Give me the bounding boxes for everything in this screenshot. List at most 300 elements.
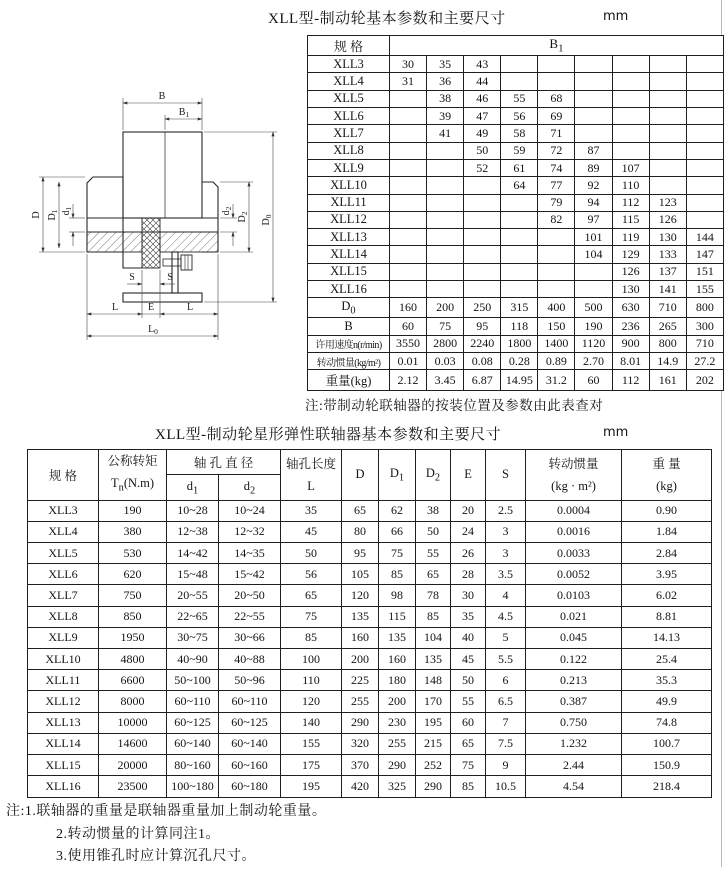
table-cell: 45 bbox=[451, 648, 486, 669]
table-cell: 98 bbox=[379, 585, 416, 606]
table-cell: XLL3 bbox=[308, 56, 390, 73]
table-cell: 69 bbox=[538, 107, 575, 124]
table-cell: 380 bbox=[99, 521, 167, 542]
table-cell: 6.5 bbox=[486, 691, 526, 712]
table-cell: 72 bbox=[538, 142, 575, 159]
table-cell: 115 bbox=[379, 606, 416, 627]
t2-body bbox=[28, 500, 712, 797]
table-cell: 22~65 bbox=[167, 606, 219, 627]
section1-unit: mm bbox=[603, 9, 629, 24]
table-cell: 147 bbox=[686, 246, 723, 263]
table-cell: 45 bbox=[281, 521, 342, 542]
table-cell bbox=[538, 281, 575, 298]
table-cell bbox=[649, 142, 686, 159]
table-cell: 0.213 bbox=[526, 670, 622, 691]
table-row bbox=[28, 500, 712, 521]
table-cell: 38 bbox=[427, 90, 464, 107]
table-cell: 1120 bbox=[575, 335, 612, 352]
table-cell: 530 bbox=[99, 542, 167, 563]
table-cell: 22~55 bbox=[219, 606, 281, 627]
table-cell: 40~90 bbox=[167, 648, 219, 669]
table-cell: 55 bbox=[416, 542, 451, 563]
table-cell bbox=[464, 211, 501, 228]
table-row bbox=[308, 211, 724, 228]
table-cell: 10.5 bbox=[486, 776, 526, 797]
table-cell: 12~32 bbox=[219, 521, 281, 542]
part-outlines bbox=[87, 132, 218, 302]
table-cell: 2.12 bbox=[390, 370, 427, 391]
table-row bbox=[308, 56, 724, 73]
table-cell bbox=[390, 229, 427, 246]
table-cell: 60~110 bbox=[219, 691, 281, 712]
table-cell: 30 bbox=[390, 56, 427, 73]
table-cell: 7 bbox=[486, 712, 526, 733]
table-cell bbox=[501, 211, 538, 228]
table-cell: 215 bbox=[416, 733, 451, 754]
table-cell bbox=[612, 56, 649, 73]
table-cell: 710 bbox=[649, 298, 686, 318]
table-cell: 218.4 bbox=[622, 776, 712, 797]
table-cell: 重量(kg) bbox=[308, 370, 390, 391]
table-cell: 195 bbox=[281, 776, 342, 797]
table-cell: 6600 bbox=[99, 670, 167, 691]
dimension-labels bbox=[31, 91, 273, 336]
t1-header-row bbox=[308, 36, 724, 56]
table-cell: 230 bbox=[379, 712, 416, 733]
table-cell bbox=[501, 263, 538, 280]
dim-label-L0: $L_0$ bbox=[148, 324, 158, 336]
table-cell: 112 bbox=[612, 194, 649, 211]
table-cell: 0.0033 bbox=[526, 542, 622, 563]
table-cell: 27.2 bbox=[686, 353, 723, 370]
t2-S-header: S bbox=[486, 450, 526, 501]
table-cell: 71 bbox=[538, 125, 575, 142]
table-cell: 8.01 bbox=[612, 353, 649, 370]
table-cell: 5 bbox=[486, 627, 526, 648]
t2-D1-header: $D_1$ bbox=[379, 450, 416, 501]
table-cell: 0.89 bbox=[538, 353, 575, 370]
table-cell bbox=[427, 177, 464, 194]
table-cell: 60~160 bbox=[219, 754, 281, 775]
table-cell bbox=[390, 194, 427, 211]
table-cell: 315 bbox=[501, 298, 538, 318]
table-cell: 1800 bbox=[501, 335, 538, 352]
table-cell: 6 bbox=[486, 670, 526, 691]
table-cell bbox=[501, 73, 538, 90]
table-cell: 0.021 bbox=[526, 606, 622, 627]
table-cell: 750 bbox=[99, 585, 167, 606]
table-cell: 3.45 bbox=[427, 370, 464, 391]
table-cell bbox=[501, 246, 538, 263]
table-cell: 144 bbox=[686, 229, 723, 246]
table-cell: 0.387 bbox=[526, 691, 622, 712]
table-cell: 43 bbox=[464, 56, 501, 73]
table-cell: 107 bbox=[612, 159, 649, 176]
table-cell: 52 bbox=[464, 159, 501, 176]
table-row bbox=[28, 585, 712, 606]
table-cell: 39 bbox=[427, 107, 464, 124]
table-cell bbox=[686, 177, 723, 194]
table-cell: 8.81 bbox=[622, 606, 712, 627]
table-cell: XLL12 bbox=[308, 211, 390, 228]
table-cell: 82 bbox=[538, 211, 575, 228]
table-cell: 80~160 bbox=[167, 754, 219, 775]
table-cell: 许用速度n(r/min) bbox=[308, 335, 390, 352]
table-cell: XLL4 bbox=[28, 521, 99, 542]
table-cell: XLL13 bbox=[308, 229, 390, 246]
table-cell: 85 bbox=[451, 776, 486, 797]
table-cell: 133 bbox=[649, 246, 686, 263]
table-cell: 14.95 bbox=[501, 370, 538, 391]
table-cell: 9 bbox=[486, 754, 526, 775]
table-cell bbox=[464, 246, 501, 263]
table-cell: 25.4 bbox=[622, 648, 712, 669]
table-cell: 30~75 bbox=[167, 627, 219, 648]
table-cell: 6.87 bbox=[464, 370, 501, 391]
table-cell: 78 bbox=[416, 585, 451, 606]
table-cell: 40~88 bbox=[219, 648, 281, 669]
table-cell: 120 bbox=[281, 691, 342, 712]
dim-label-B1: $B_1$ bbox=[178, 107, 190, 119]
table-cell: 24 bbox=[451, 521, 486, 542]
note-line-1: 注:1.联轴器的重量是联轴器重量加上制动轮重量。 bbox=[6, 804, 327, 819]
table-cell: 55 bbox=[501, 90, 538, 107]
table-cell: 60~180 bbox=[219, 776, 281, 797]
table-cell: 31.2 bbox=[538, 370, 575, 391]
table-row bbox=[308, 353, 724, 370]
table-cell: 190 bbox=[575, 318, 612, 335]
table-row bbox=[308, 335, 724, 352]
table-cell: 85 bbox=[379, 564, 416, 585]
table-cell: 87 bbox=[575, 142, 612, 159]
table-cell: 80 bbox=[342, 521, 379, 542]
table-cell: XLL15 bbox=[308, 263, 390, 280]
table-cell bbox=[427, 194, 464, 211]
table-cell: 89 bbox=[575, 159, 612, 176]
table-cell: XLL11 bbox=[28, 670, 99, 691]
table-cell: 50 bbox=[416, 521, 451, 542]
table-cell: 850 bbox=[99, 606, 167, 627]
table-cell bbox=[649, 90, 686, 107]
table-cell: 500 bbox=[575, 298, 612, 318]
table-cell: 14.13 bbox=[622, 627, 712, 648]
table-cell: 160 bbox=[390, 298, 427, 318]
table-cell bbox=[390, 125, 427, 142]
table-cell: 150.9 bbox=[622, 754, 712, 775]
table-cell: 135 bbox=[416, 648, 451, 669]
t2-d2-header: $d_2$ bbox=[219, 475, 281, 500]
table-cell: 320 bbox=[342, 733, 379, 754]
table-cell: 3550 bbox=[390, 335, 427, 352]
table-cell bbox=[464, 194, 501, 211]
table-cell: 420 bbox=[342, 776, 379, 797]
table-cell: XLL6 bbox=[28, 564, 99, 585]
section2-title: XLL型-制动轮星形弹性联轴器基本参数和主要尺寸 bbox=[155, 427, 502, 443]
table-cell: 255 bbox=[342, 691, 379, 712]
table-cell: 36 bbox=[427, 73, 464, 90]
table-cell: XLL5 bbox=[308, 90, 390, 107]
table-cell: 5.5 bbox=[486, 648, 526, 669]
table-cell: 140 bbox=[281, 712, 342, 733]
table-cell bbox=[649, 125, 686, 142]
table-cell: 160 bbox=[379, 648, 416, 669]
table-cell: 95 bbox=[342, 542, 379, 563]
table-cell: 2240 bbox=[464, 335, 501, 352]
table-cell: 30~66 bbox=[219, 627, 281, 648]
table-cell: 47 bbox=[464, 107, 501, 124]
table-cell bbox=[649, 177, 686, 194]
dim-label-L-right: L bbox=[186, 302, 194, 313]
table-cell bbox=[649, 107, 686, 124]
table-cell: XLL14 bbox=[308, 246, 390, 263]
t2-D2-header: $D_2$ bbox=[416, 450, 451, 501]
table-cell: 35.3 bbox=[622, 670, 712, 691]
table-cell: 41 bbox=[427, 125, 464, 142]
table-cell bbox=[612, 107, 649, 124]
table-cell bbox=[686, 194, 723, 211]
table-cell: 20000 bbox=[99, 754, 167, 775]
t2-bore-length-header: 轴孔长度 L bbox=[281, 450, 342, 501]
table-cell: 4800 bbox=[99, 648, 167, 669]
table-cell bbox=[686, 56, 723, 73]
dim-label-S-left: S bbox=[129, 272, 135, 283]
dim-label-B: B bbox=[158, 91, 166, 102]
hatched-sections bbox=[87, 218, 218, 268]
table-row bbox=[308, 73, 724, 90]
table-row bbox=[308, 125, 724, 142]
table-cell bbox=[686, 142, 723, 159]
dim-label-D1: $D_1$ bbox=[47, 209, 59, 221]
table-cell: 50 bbox=[464, 142, 501, 159]
table-cell: 65 bbox=[342, 500, 379, 521]
table-cell: 123 bbox=[649, 194, 686, 211]
t2-torque-header: 公称转矩 $T_n(N.m)$ bbox=[99, 450, 167, 501]
t2-D-header: D bbox=[342, 450, 379, 501]
table-cell: 118 bbox=[501, 318, 538, 335]
coupling-section-drawing bbox=[15, 70, 307, 382]
table-cell: 200 bbox=[379, 691, 416, 712]
table-cell: 31 bbox=[390, 73, 427, 90]
table-cell bbox=[390, 107, 427, 124]
table-cell: 130 bbox=[649, 229, 686, 246]
table-cell: 7.5 bbox=[486, 733, 526, 754]
table-cell: 119 bbox=[612, 229, 649, 246]
table-cell: 79 bbox=[538, 194, 575, 211]
table-cell: 44 bbox=[464, 73, 501, 90]
table-cell: 55 bbox=[451, 691, 486, 712]
table-cell: 290 bbox=[379, 754, 416, 775]
table-cell: 148 bbox=[416, 670, 451, 691]
table-row bbox=[28, 691, 712, 712]
table-cell bbox=[686, 159, 723, 176]
table-cell: 4 bbox=[486, 585, 526, 606]
t2-inertia-header: 转动惯量 (kg · m²) bbox=[526, 450, 622, 501]
table-cell: 0.90 bbox=[622, 500, 712, 521]
table-cell: 290 bbox=[416, 776, 451, 797]
table-cell bbox=[686, 211, 723, 228]
table-cell: 0.0016 bbox=[526, 521, 622, 542]
table-cell: 155 bbox=[281, 733, 342, 754]
t1-spec-header: 规 格 bbox=[308, 36, 390, 56]
table-cell bbox=[612, 90, 649, 107]
table-cell: XLL11 bbox=[308, 194, 390, 211]
table-cell: XLL7 bbox=[308, 125, 390, 142]
note-line-2: 2.转动惯量的计算同注1。 bbox=[56, 826, 220, 842]
table-row bbox=[308, 318, 724, 335]
table-cell: 3.5 bbox=[486, 564, 526, 585]
table-cell: 100~180 bbox=[167, 776, 219, 797]
table-cell: 95 bbox=[464, 318, 501, 335]
table-cell: 6.02 bbox=[622, 585, 712, 606]
table-cell: 0.0004 bbox=[526, 500, 622, 521]
table-cell: 1.84 bbox=[622, 521, 712, 542]
dim-label-D: D bbox=[31, 211, 42, 219]
table-cell: XLL5 bbox=[28, 542, 99, 563]
brake-wheel-table bbox=[307, 35, 724, 391]
table-cell: 120 bbox=[342, 585, 379, 606]
table-cell: 2.44 bbox=[526, 754, 622, 775]
table-cell: 60 bbox=[390, 318, 427, 335]
table-cell: 110 bbox=[281, 670, 342, 691]
t2-header-row-1 bbox=[28, 450, 712, 475]
table-cell: 620 bbox=[99, 564, 167, 585]
table-cell: 236 bbox=[612, 318, 649, 335]
table-cell: 2.70 bbox=[575, 353, 612, 370]
table-cell: 190 bbox=[99, 500, 167, 521]
table-cell: 105 bbox=[342, 564, 379, 585]
table-cell: 104 bbox=[416, 627, 451, 648]
table-row bbox=[308, 281, 724, 298]
table-cell: 64 bbox=[501, 177, 538, 194]
table-cell: 58 bbox=[501, 125, 538, 142]
table-cell: 94 bbox=[575, 194, 612, 211]
table-cell: 35 bbox=[451, 606, 486, 627]
table-row bbox=[28, 564, 712, 585]
table-cell: XLL10 bbox=[28, 648, 99, 669]
table-cell: 8000 bbox=[99, 691, 167, 712]
table-cell: 14.9 bbox=[649, 353, 686, 370]
table-cell: 325 bbox=[379, 776, 416, 797]
table-row bbox=[308, 229, 724, 246]
table-cell: 180 bbox=[379, 670, 416, 691]
table-cell: 110 bbox=[612, 177, 649, 194]
table-cell: 56 bbox=[501, 107, 538, 124]
table-cell bbox=[538, 263, 575, 280]
table-cell: XLL15 bbox=[28, 754, 99, 775]
table-cell: 2800 bbox=[427, 335, 464, 352]
table-row bbox=[308, 142, 724, 159]
table-cell bbox=[538, 229, 575, 246]
table-cell: 151 bbox=[686, 263, 723, 280]
table-cell: 35 bbox=[281, 500, 342, 521]
table-cell bbox=[575, 73, 612, 90]
dim-label-D2: $D_2$ bbox=[237, 211, 249, 223]
table-cell: XLL9 bbox=[308, 159, 390, 176]
table-cell: 60~110 bbox=[167, 691, 219, 712]
table-cell bbox=[390, 142, 427, 159]
table-cell bbox=[649, 56, 686, 73]
table-cell: 50~100 bbox=[167, 670, 219, 691]
table-cell: 75 bbox=[427, 318, 464, 335]
table-cell: XLL16 bbox=[308, 281, 390, 298]
table-cell: 255 bbox=[379, 733, 416, 754]
table-cell: 3 bbox=[486, 542, 526, 563]
table-cell: XLL6 bbox=[308, 107, 390, 124]
table-cell: 14~35 bbox=[219, 542, 281, 563]
table-cell: 1950 bbox=[99, 627, 167, 648]
table-cell bbox=[501, 281, 538, 298]
table-cell: 0.28 bbox=[501, 353, 538, 370]
table-row bbox=[308, 370, 724, 391]
table-cell: 100.7 bbox=[622, 733, 712, 754]
table-cell: 200 bbox=[427, 298, 464, 318]
table-cell bbox=[575, 263, 612, 280]
table-cell: XLL10 bbox=[308, 177, 390, 194]
note-line-3: 3.使用锥孔时应计算沉孔尺寸。 bbox=[56, 849, 256, 864]
table-cell: 0.750 bbox=[526, 712, 622, 733]
table-cell: 202 bbox=[686, 370, 723, 391]
table-cell: XLL8 bbox=[308, 142, 390, 159]
table-cell: 20 bbox=[451, 500, 486, 521]
table-cell bbox=[575, 90, 612, 107]
table-cell bbox=[390, 211, 427, 228]
table-cell bbox=[464, 281, 501, 298]
table-row bbox=[308, 246, 724, 263]
table-cell: 23500 bbox=[99, 776, 167, 797]
table-cell: 65 bbox=[416, 564, 451, 585]
table-cell: 85 bbox=[416, 606, 451, 627]
t1-body bbox=[308, 56, 724, 391]
table-cell: XLL7 bbox=[28, 585, 99, 606]
table-cell bbox=[686, 90, 723, 107]
table-cell: 50 bbox=[451, 670, 486, 691]
table-cell: 20~55 bbox=[167, 585, 219, 606]
table-cell: 800 bbox=[686, 298, 723, 318]
table-cell: 49 bbox=[464, 125, 501, 142]
table-cell: XLL4 bbox=[308, 73, 390, 90]
table-row bbox=[308, 298, 724, 318]
table-cell bbox=[464, 263, 501, 280]
table-row bbox=[28, 627, 712, 648]
table-cell: 370 bbox=[342, 754, 379, 775]
table-cell: 10000 bbox=[99, 712, 167, 733]
table-cell: 59 bbox=[501, 142, 538, 159]
table-cell: XLL3 bbox=[28, 500, 99, 521]
t2-weight-header: 重 量 (kg) bbox=[622, 450, 712, 501]
table-cell: 126 bbox=[612, 263, 649, 280]
table-cell bbox=[390, 281, 427, 298]
table-cell: 26 bbox=[451, 542, 486, 563]
table-row bbox=[28, 733, 712, 754]
table-cell: 155 bbox=[686, 281, 723, 298]
t2-bore-dia-header: 轴 孔 直 径 bbox=[167, 450, 281, 475]
table-cell bbox=[575, 125, 612, 142]
table-cell: XLL16 bbox=[28, 776, 99, 797]
table-cell: 10~28 bbox=[167, 500, 219, 521]
table-row bbox=[28, 542, 712, 563]
section1-title: XLL型-制动轮基本参数和主要尺寸 bbox=[268, 11, 506, 27]
table-cell: XLL9 bbox=[28, 627, 99, 648]
table-cell: 225 bbox=[342, 670, 379, 691]
table-cell bbox=[501, 56, 538, 73]
table-cell: 130 bbox=[612, 281, 649, 298]
table-cell: 126 bbox=[649, 211, 686, 228]
table-cell bbox=[427, 246, 464, 263]
table-cell: 0.045 bbox=[526, 627, 622, 648]
table-cell: 77 bbox=[538, 177, 575, 194]
table-cell: 38 bbox=[416, 500, 451, 521]
table-cell bbox=[427, 211, 464, 228]
